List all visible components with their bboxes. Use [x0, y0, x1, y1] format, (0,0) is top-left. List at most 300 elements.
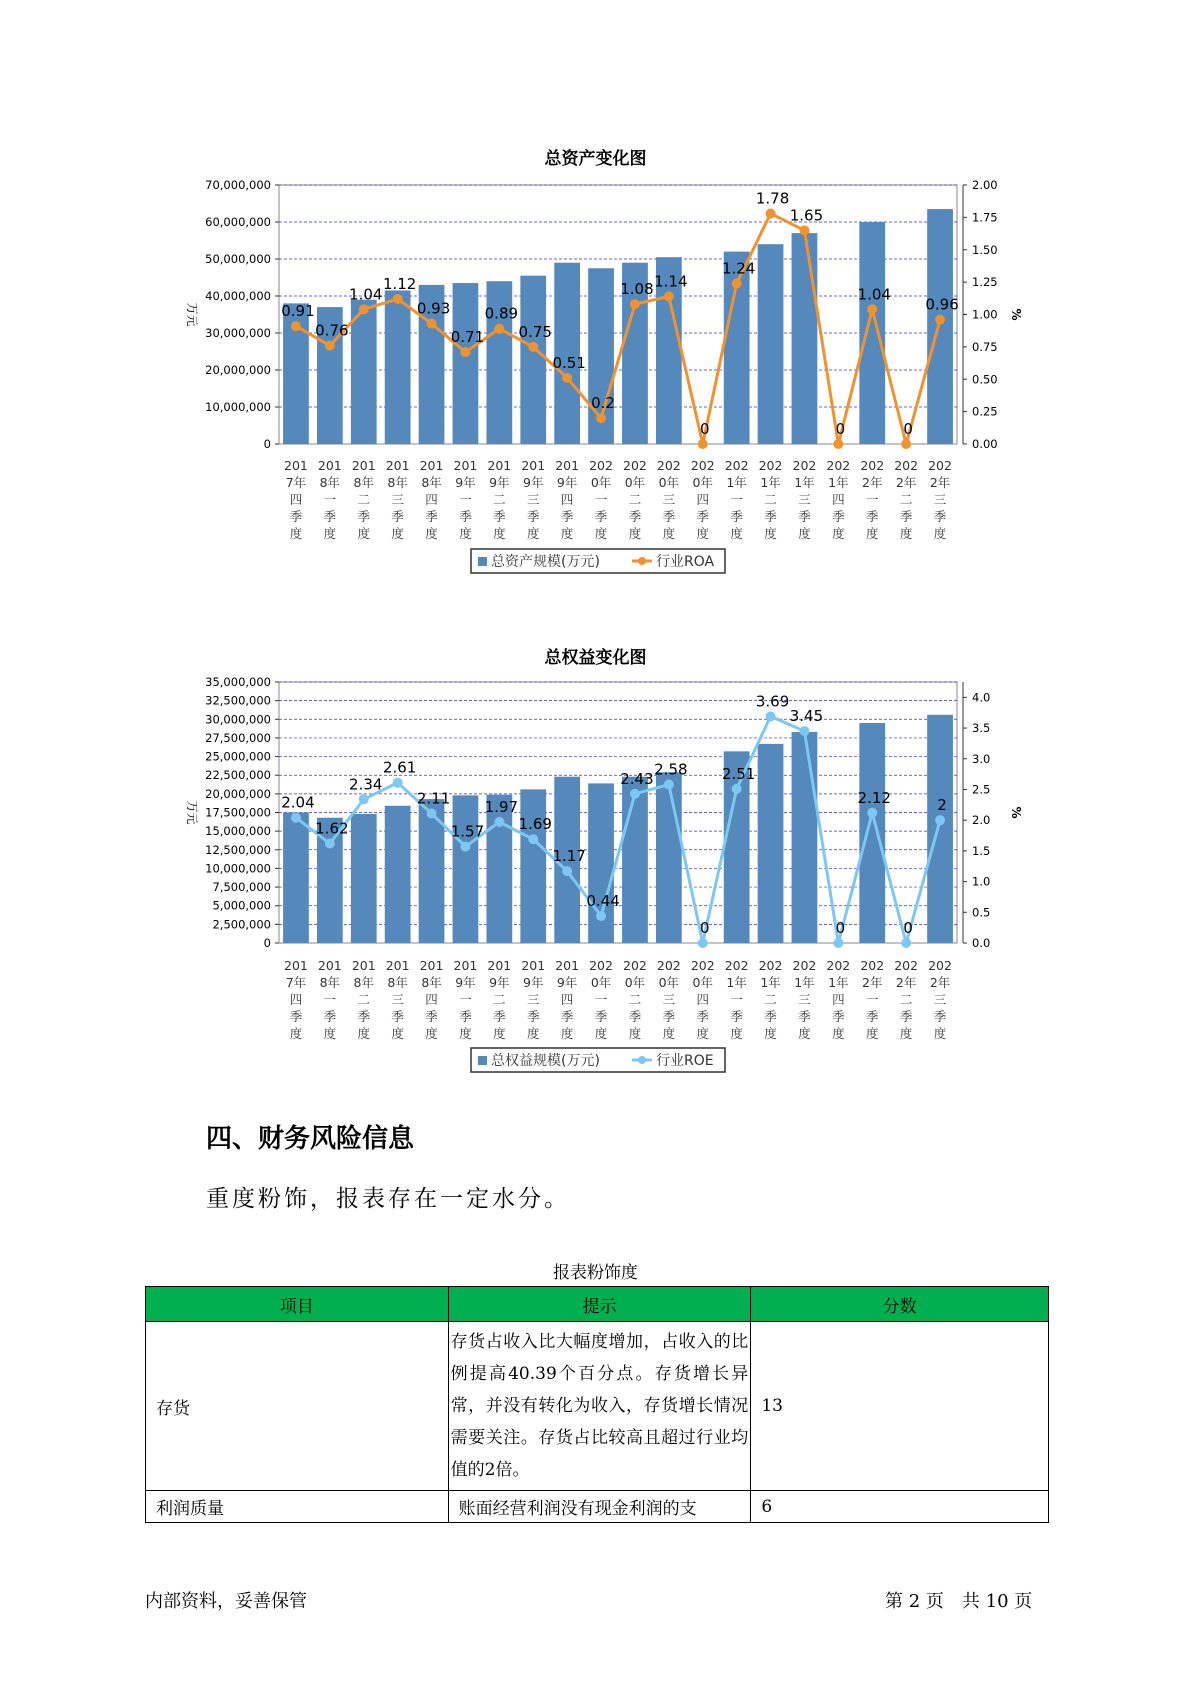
line-point — [528, 834, 538, 844]
svg-text:8年: 8年 — [387, 975, 408, 990]
svg-text:202: 202 — [690, 958, 715, 973]
svg-text:202: 202 — [860, 958, 885, 973]
svg-text:2年: 2年 — [895, 975, 917, 990]
svg-text:0年: 0年 — [658, 475, 680, 490]
svg-text:8年: 8年 — [421, 475, 442, 490]
right-tick-label: 1.5 — [972, 843, 991, 858]
svg-text:202: 202 — [724, 458, 749, 473]
svg-text:201: 201 — [317, 458, 342, 473]
svg-text:度: 度 — [289, 526, 303, 541]
svg-text:二: 二 — [628, 492, 642, 507]
svg-text:季: 季 — [323, 1009, 337, 1024]
svg-text:季: 季 — [594, 509, 608, 524]
legend-line-marker — [638, 1056, 646, 1064]
data-label: 1.04 — [857, 285, 891, 304]
svg-text:202: 202 — [928, 958, 952, 973]
svg-text:四: 四 — [425, 992, 438, 1007]
svg-text:2年: 2年 — [929, 475, 951, 490]
line-point — [427, 808, 437, 818]
svg-text:三: 三 — [391, 492, 404, 507]
svg-text:四: 四 — [289, 492, 303, 507]
data-label: 0.93 — [416, 299, 451, 318]
svg-text:季: 季 — [425, 509, 438, 524]
svg-text:三: 三 — [526, 492, 540, 507]
svg-text:202: 202 — [724, 958, 749, 973]
svg-text:季: 季 — [628, 1009, 642, 1024]
left-tick-label: 0 — [263, 936, 271, 950]
line-point — [291, 813, 301, 823]
x-tick-label — [589, 958, 613, 1041]
svg-text:季: 季 — [526, 509, 540, 524]
x-tick-label — [657, 958, 681, 1041]
chart-title-total-equity: 总权益变化图 — [544, 648, 647, 668]
svg-text:季: 季 — [662, 509, 676, 524]
svg-text:二: 二 — [899, 492, 913, 507]
svg-text:0年: 0年 — [624, 475, 646, 490]
svg-text:202: 202 — [623, 458, 647, 473]
svg-text:202: 202 — [792, 458, 817, 473]
svg-text:季: 季 — [730, 509, 743, 524]
data-label: 3.69 — [755, 692, 790, 711]
svg-text:0年: 0年 — [624, 975, 646, 990]
table-header-row — [146, 1287, 1049, 1322]
left-tick-label: 20,000,000 — [205, 786, 271, 801]
svg-text:度: 度 — [730, 526, 743, 541]
data-label: 1.24 — [721, 259, 756, 278]
svg-text:度: 度 — [323, 526, 337, 541]
svg-text:0年: 0年 — [692, 475, 713, 490]
left-tick-label: 7,500,000 — [212, 880, 271, 895]
svg-text:季: 季 — [899, 1009, 913, 1024]
x-tick-label — [386, 958, 410, 1041]
svg-text:季: 季 — [798, 1009, 811, 1024]
svg-text:二: 二 — [357, 492, 371, 507]
svg-text:201: 201 — [555, 958, 580, 973]
svg-text:一: 一 — [459, 492, 472, 507]
svg-text:季: 季 — [832, 509, 845, 524]
data-label: 1.08 — [620, 280, 654, 299]
svg-text:202: 202 — [690, 458, 715, 473]
svg-text:季: 季 — [696, 1009, 710, 1024]
x-tick-label — [487, 958, 511, 1041]
svg-text:度: 度 — [289, 1026, 303, 1041]
left-tick-label: 15,000,000 — [205, 824, 271, 839]
svg-text:四: 四 — [696, 992, 710, 1007]
svg-text:度: 度 — [865, 1026, 879, 1041]
svg-text:度: 度 — [899, 1026, 913, 1041]
svg-text:季: 季 — [289, 509, 303, 524]
svg-text:0年: 0年 — [658, 975, 680, 990]
svg-text:202: 202 — [656, 958, 681, 973]
left-tick-label: 5,000,000 — [212, 898, 271, 913]
svg-text:度: 度 — [357, 1026, 371, 1041]
svg-text:二: 二 — [899, 992, 913, 1007]
svg-text:202: 202 — [826, 458, 851, 473]
svg-text:三: 三 — [526, 992, 540, 1007]
data-label: 1.97 — [484, 798, 519, 817]
svg-text:季: 季 — [357, 509, 371, 524]
svg-text:一: 一 — [594, 992, 608, 1007]
svg-text:一: 一 — [594, 492, 608, 507]
svg-text:季: 季 — [493, 509, 506, 524]
right-tick-label: 0.75 — [972, 339, 998, 354]
svg-text:201: 201 — [317, 958, 342, 973]
svg-text:202: 202 — [894, 958, 919, 973]
x-tick-label — [623, 958, 647, 1041]
x-tick-label — [420, 958, 444, 1041]
svg-text:201: 201 — [453, 458, 478, 473]
left-tick-label: 27,500,000 — [205, 730, 271, 745]
left-tick-label: 50,000,000 — [205, 252, 271, 266]
right-tick-label: 0.25 — [972, 404, 998, 419]
x-tick-label — [454, 958, 478, 1041]
data-label: 1.62 — [315, 819, 349, 838]
footer-page-number: 第 2 页 共 10 页 — [885, 1591, 1033, 1612]
right-tick-label: 4.0 — [972, 690, 991, 705]
svg-text:四: 四 — [696, 492, 710, 507]
svg-text:度: 度 — [764, 1026, 777, 1041]
svg-text:度: 度 — [764, 526, 777, 541]
svg-text:度: 度 — [832, 526, 845, 541]
bar — [385, 806, 411, 943]
bar — [351, 814, 377, 943]
left-tick-label: 10,000,000 — [205, 400, 271, 414]
svg-text:0年: 0年 — [590, 475, 612, 490]
data-label: 1.17 — [552, 847, 586, 866]
legend-bar-swatch — [478, 1056, 487, 1065]
data-label: 2.04 — [281, 793, 315, 812]
svg-text:二: 二 — [493, 992, 506, 1007]
table-caption: 报表粉饰度 — [553, 1263, 638, 1283]
left-tick-label: 30,000,000 — [205, 326, 271, 340]
left-tick-label: 0 — [263, 437, 271, 451]
legend-bar-label: 总资产规模(万元) — [491, 554, 600, 570]
svg-text:季: 季 — [357, 1009, 371, 1024]
data-label: 0 — [699, 919, 710, 937]
svg-text:度: 度 — [560, 1026, 574, 1041]
svg-text:一: 一 — [323, 492, 337, 507]
data-label: 2.12 — [857, 788, 891, 807]
data-label: 2 — [937, 796, 947, 815]
svg-text:季: 季 — [289, 1009, 303, 1024]
right-tick-label: 1.0 — [972, 874, 991, 889]
svg-text:四: 四 — [832, 992, 845, 1007]
svg-text:9年: 9年 — [556, 475, 578, 490]
risk-table — [145, 1286, 1049, 1523]
svg-text:0年: 0年 — [590, 975, 612, 990]
svg-text:季: 季 — [526, 1009, 540, 1024]
svg-text:季: 季 — [323, 509, 337, 524]
data-label: 0 — [903, 919, 913, 937]
svg-text:8年: 8年 — [319, 475, 341, 490]
data-label: 1.04 — [349, 285, 383, 304]
data-label: 1.14 — [654, 272, 688, 291]
svg-text:202: 202 — [623, 958, 647, 973]
data-label: 1.65 — [789, 206, 824, 225]
legend — [471, 1048, 725, 1072]
svg-text:201: 201 — [521, 958, 546, 973]
legend-line-label: 行业ROA — [656, 554, 715, 570]
svg-text:度: 度 — [493, 1026, 506, 1041]
data-label: 0.2 — [591, 394, 615, 413]
svg-text:度: 度 — [323, 1026, 337, 1041]
data-label: 0.75 — [518, 322, 552, 341]
bar — [792, 732, 818, 943]
left-axis-label: 万元 — [185, 800, 199, 825]
svg-text:9年: 9年 — [523, 975, 544, 990]
right-tick-label: 1.25 — [972, 275, 998, 290]
data-label: 1.69 — [518, 815, 552, 834]
svg-text:季: 季 — [798, 509, 811, 524]
line-point — [325, 839, 335, 849]
svg-text:2年: 2年 — [895, 475, 917, 490]
right-tick-label: 1.50 — [972, 242, 998, 257]
svg-text:201: 201 — [351, 458, 376, 473]
svg-text:季: 季 — [865, 509, 879, 524]
svg-text:202: 202 — [758, 958, 783, 973]
svg-text:201: 201 — [419, 458, 444, 473]
left-tick-label: 32,500,000 — [205, 693, 271, 708]
line-point — [698, 938, 708, 948]
svg-text:度: 度 — [798, 1026, 811, 1041]
svg-text:度: 度 — [662, 526, 676, 541]
x-tick-label — [521, 958, 545, 1041]
footer-confidential: 内部资料，妥善保管 — [145, 1591, 307, 1612]
svg-text:季: 季 — [493, 1009, 506, 1024]
line-point — [867, 808, 877, 818]
right-tick-label: 0.00 — [972, 437, 998, 451]
risk-summary: 重度粉饰，报表存在一定水分。 — [206, 1186, 570, 1212]
x-tick-label — [860, 958, 884, 1041]
data-label: 0 — [835, 919, 846, 937]
left-tick-label: 10,000,000 — [205, 861, 271, 876]
right-tick-label: 0.0 — [972, 936, 991, 950]
svg-text:201: 201 — [453, 958, 478, 973]
left-tick-label: 12,500,000 — [205, 842, 271, 857]
bar — [859, 723, 885, 943]
right-tick-label: 1.75 — [972, 210, 998, 225]
svg-text:一: 一 — [865, 492, 879, 507]
data-label: 0 — [903, 420, 913, 438]
svg-text:季: 季 — [594, 1009, 608, 1024]
line-point — [596, 911, 606, 921]
right-tick-label: 3.0 — [972, 751, 991, 766]
x-tick-label — [691, 958, 715, 1041]
svg-text:四: 四 — [289, 992, 303, 1007]
bar — [486, 795, 512, 943]
chart-title-total-assets: 总资产变化图 — [544, 149, 647, 169]
svg-text:季: 季 — [764, 509, 777, 524]
data-label: 2.11 — [416, 789, 451, 808]
svg-text:201: 201 — [385, 458, 410, 473]
x-tick-label — [894, 958, 918, 1041]
svg-text:度: 度 — [357, 526, 371, 541]
left-tick-label: 70,000,000 — [205, 178, 271, 192]
svg-text:202: 202 — [656, 458, 681, 473]
data-label: 2.61 — [382, 758, 417, 777]
svg-text:三: 三 — [798, 992, 811, 1007]
line-point — [901, 938, 911, 948]
svg-text:季: 季 — [391, 1009, 404, 1024]
svg-text:四: 四 — [560, 492, 574, 507]
left-tick-label: 22,500,000 — [205, 768, 271, 783]
svg-text:201: 201 — [419, 958, 444, 973]
svg-text:201: 201 — [284, 458, 308, 473]
svg-text:度: 度 — [899, 526, 913, 541]
svg-text:9年: 9年 — [489, 975, 510, 990]
bar — [927, 715, 953, 943]
svg-text:季: 季 — [865, 1009, 879, 1024]
svg-text:二: 二 — [628, 992, 642, 1007]
svg-text:三: 三 — [391, 992, 404, 1007]
svg-text:度: 度 — [493, 526, 506, 541]
line-point — [664, 780, 674, 790]
line-point — [766, 711, 776, 721]
svg-text:201: 201 — [487, 458, 512, 473]
data-label: 0.91 — [281, 302, 315, 321]
left-tick-label: 60,000,000 — [205, 215, 271, 229]
svg-text:季: 季 — [560, 509, 574, 524]
svg-text:度: 度 — [459, 1026, 472, 1041]
svg-text:9年: 9年 — [489, 475, 510, 490]
right-tick-label: 3.5 — [972, 721, 991, 736]
svg-text:二: 二 — [493, 492, 506, 507]
svg-text:9年: 9年 — [455, 475, 476, 490]
data-label: 3.45 — [789, 707, 824, 726]
bar — [520, 789, 546, 943]
right-tick-label: 0.50 — [972, 372, 998, 387]
svg-text:一: 一 — [730, 492, 743, 507]
table-row — [146, 1491, 1049, 1523]
svg-text:三: 三 — [933, 992, 947, 1007]
x-tick-label — [928, 958, 952, 1041]
svg-text:一: 一 — [323, 992, 337, 1007]
section-title: 四、财务风险信息 — [206, 1124, 415, 1154]
svg-text:季: 季 — [764, 1009, 777, 1024]
line-point — [732, 784, 742, 794]
svg-text:度: 度 — [425, 1026, 438, 1041]
svg-text:度: 度 — [933, 526, 947, 541]
bar — [453, 795, 479, 943]
svg-text:季: 季 — [425, 1009, 438, 1024]
svg-text:季: 季 — [696, 509, 710, 524]
row-hint: 存货占收入比大幅度增加，占收入的比例提高40.39个百分点。存货增长异常，并没有转化为收入，存货增长情况需要关注。存货占比较高且超过行业均值的2倍。 — [448, 1322, 751, 1491]
svg-text:季: 季 — [459, 1009, 472, 1024]
x-tick-label — [352, 958, 376, 1041]
svg-text:季: 季 — [459, 509, 472, 524]
svg-text:一: 一 — [865, 992, 879, 1007]
data-label: 1.57 — [450, 822, 485, 841]
left-tick-label: 2,500,000 — [212, 917, 271, 932]
svg-text:度: 度 — [594, 526, 608, 541]
header-hint: 提示 — [448, 1287, 751, 1322]
svg-text:一: 一 — [730, 992, 743, 1007]
bar — [758, 744, 784, 943]
row-score: 13 — [751, 1322, 1049, 1491]
svg-text:8年: 8年 — [387, 475, 408, 490]
svg-text:9年: 9年 — [523, 475, 544, 490]
data-label: 1.12 — [382, 274, 417, 293]
data-label: 0 — [835, 420, 846, 438]
svg-text:7年: 7年 — [285, 975, 307, 990]
svg-text:季: 季 — [662, 1009, 676, 1024]
data-label: 0.71 — [450, 328, 485, 347]
right-axis-label: % — [1009, 806, 1023, 819]
svg-text:1年: 1年 — [760, 975, 781, 990]
svg-text:8年: 8年 — [319, 975, 341, 990]
left-axis-label: 万元 — [185, 302, 199, 327]
svg-text:度: 度 — [459, 526, 472, 541]
svg-text:三: 三 — [933, 492, 947, 507]
svg-text:202: 202 — [792, 958, 817, 973]
left-tick-label: 35,000,000 — [205, 675, 271, 689]
svg-text:202: 202 — [758, 458, 783, 473]
data-label: 0.51 — [552, 353, 586, 372]
svg-text:1年: 1年 — [726, 975, 747, 990]
svg-text:四: 四 — [832, 492, 845, 507]
svg-text:201: 201 — [385, 958, 410, 973]
row-item: 利润质量 — [146, 1491, 449, 1523]
svg-text:1年: 1年 — [726, 475, 747, 490]
svg-text:0年: 0年 — [692, 975, 713, 990]
x-tick-label — [793, 958, 817, 1041]
svg-text:201: 201 — [521, 458, 546, 473]
right-axis-label: % — [1009, 308, 1023, 321]
svg-text:度: 度 — [526, 1026, 540, 1041]
svg-text:度: 度 — [865, 526, 879, 541]
legend-bar-label: 总权益规模(万元) — [491, 1053, 600, 1069]
x-tick-label — [759, 958, 783, 1041]
svg-text:季: 季 — [933, 1009, 947, 1024]
svg-text:四: 四 — [560, 992, 574, 1007]
svg-text:201: 201 — [487, 958, 512, 973]
svg-text:2年: 2年 — [862, 475, 883, 490]
right-tick-label: 0.5 — [972, 905, 991, 920]
svg-text:三: 三 — [662, 992, 676, 1007]
line-point — [393, 778, 403, 788]
left-tick-label: 17,500,000 — [205, 805, 271, 820]
line-point — [359, 794, 369, 804]
x-tick-label — [555, 958, 579, 1041]
data-label: 2.51 — [721, 764, 756, 783]
data-label: 0.44 — [586, 891, 620, 910]
line-point — [460, 842, 470, 852]
line-point — [935, 815, 945, 825]
header-score: 分数 — [751, 1287, 1049, 1322]
svg-text:季: 季 — [730, 1009, 743, 1024]
svg-text:度: 度 — [560, 526, 574, 541]
svg-text:1年: 1年 — [760, 475, 781, 490]
svg-text:2年: 2年 — [929, 975, 951, 990]
svg-text:度: 度 — [696, 526, 710, 541]
svg-text:度: 度 — [391, 526, 404, 541]
table-row — [146, 1322, 1049, 1491]
svg-text:202: 202 — [826, 958, 851, 973]
svg-text:三: 三 — [798, 492, 811, 507]
svg-text:季: 季 — [628, 509, 642, 524]
data-label: 0.76 — [315, 321, 349, 340]
data-label: 0 — [699, 420, 710, 438]
svg-text:度: 度 — [526, 526, 540, 541]
svg-text:202: 202 — [928, 458, 952, 473]
svg-text:202: 202 — [894, 458, 919, 473]
svg-text:201: 201 — [351, 958, 376, 973]
svg-text:8年: 8年 — [421, 975, 442, 990]
left-tick-label: 20,000,000 — [205, 363, 271, 377]
data-label: 2.58 — [654, 760, 688, 779]
svg-text:度: 度 — [730, 1026, 743, 1041]
line-point — [833, 938, 843, 948]
